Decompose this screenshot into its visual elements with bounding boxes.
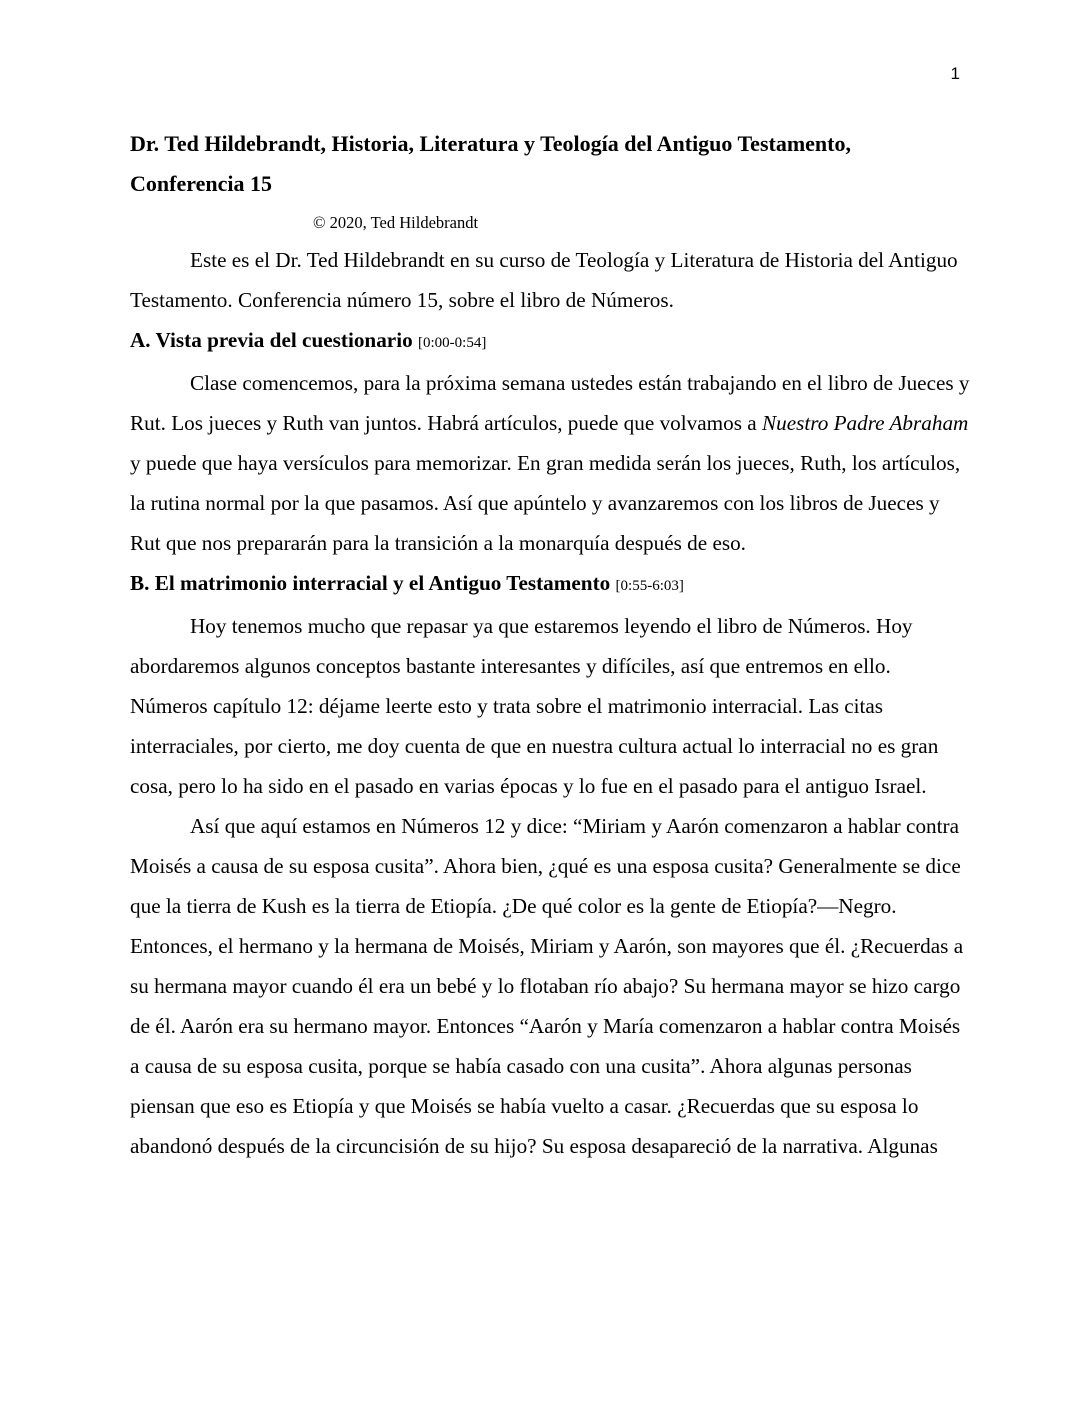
section-b-timestamp: [0:55-6:03] [615, 578, 684, 594]
section-a-heading [130, 320, 970, 363]
section-a-text-1: Clase comencemos, para la próxima semana ustedes están trabajando en el libro de Jueces y Rut. Los jueces y Ruth van juntos. Habrá artículos, puede que volvamos a [130, 371, 970, 435]
copyright-line: © 2020, Ted Hildebrandt [313, 213, 479, 232]
page-number: 1 [950, 64, 960, 83]
section-a-title: A. Vista previa del cuestionario [130, 328, 413, 352]
section-a-paragraph [130, 363, 970, 563]
document-body [130, 124, 970, 1166]
section-b-paragraph-2: Así que aquí estamos en Números 12 y dice: “Miriam y Aarón comenzaron a hablar contra Moisés a causa de su esposa cusita”. Ahora bien, ¿qué es una esposa cusita? Generalmente se dice que la tierra de Kush es la tierra de Etiopía. ¿De qué color es la gente de Etiopía?—Negro. Entonces, el hermano y la hermana de Moisés, Miriam y Aarón, son mayores que él. ¿Recuerdas a su hermana mayor cuando él era un bebé y lo flotaban río abajo? Su hermana mayor se hizo cargo de él. Aarón era su hermano mayor. Entonces “Aarón y María comenzaron a hablar contra Moisés a causa de su esposa cusita, porque se había casado con una cusita”. Ahora algunas personas piensan que eso es Etiopía y que Moisés se había vuelto a casar. ¿Recuerdas que su esposa lo abandonó después de la circuncisión de su hijo? Su esposa desapareció de la narrativa. Algunas [130, 814, 964, 1158]
book-title-italic: Nuestro Padre Abraham [761, 411, 969, 435]
document-title: Dr. Ted Hildebrandt, Historia, Literatura y Teología del Antiguo Testamento, Conferencia 15 [130, 131, 851, 196]
intro-paragraph: Este es el Dr. Ted Hildebrandt en su curso de Teología y Literatura de Historia del Antiguo Testamento. Conferencia número 15, sobre el libro de Números. [130, 248, 958, 312]
section-a-text-2: y puede que haya versículos para memorizar. En gran medida serán los jueces, Ruth, los artículos, la rutina normal por la que pasamos. Así que apúntelo y avanzaremos con los libros de Jueces y Rut que nos prepararán para la transición a la monarquía después de eso. [130, 451, 961, 555]
section-b-title: B. El matrimonio interracial y el Antiguo Testamento [130, 571, 611, 595]
section-b-heading [130, 563, 970, 606]
section-b-paragraph-1: Hoy tenemos mucho que repasar ya que estaremos leyendo el libro de Números. Hoy abordaremos algunos conceptos bastante interesantes y difíciles, así que entremos en ello. Números capítulo 12: déjame leerte esto y trata sobre el matrimonio interracial. Las citas interraciales, por cierto, me doy cuenta de que en nuestra cultura actual lo interracial no es gran cosa, pero lo ha sido en el pasado en varias épocas y lo fue en el pasado para el antiguo Israel. [130, 614, 939, 798]
section-a-timestamp: [0:00-0:54] [418, 335, 487, 351]
